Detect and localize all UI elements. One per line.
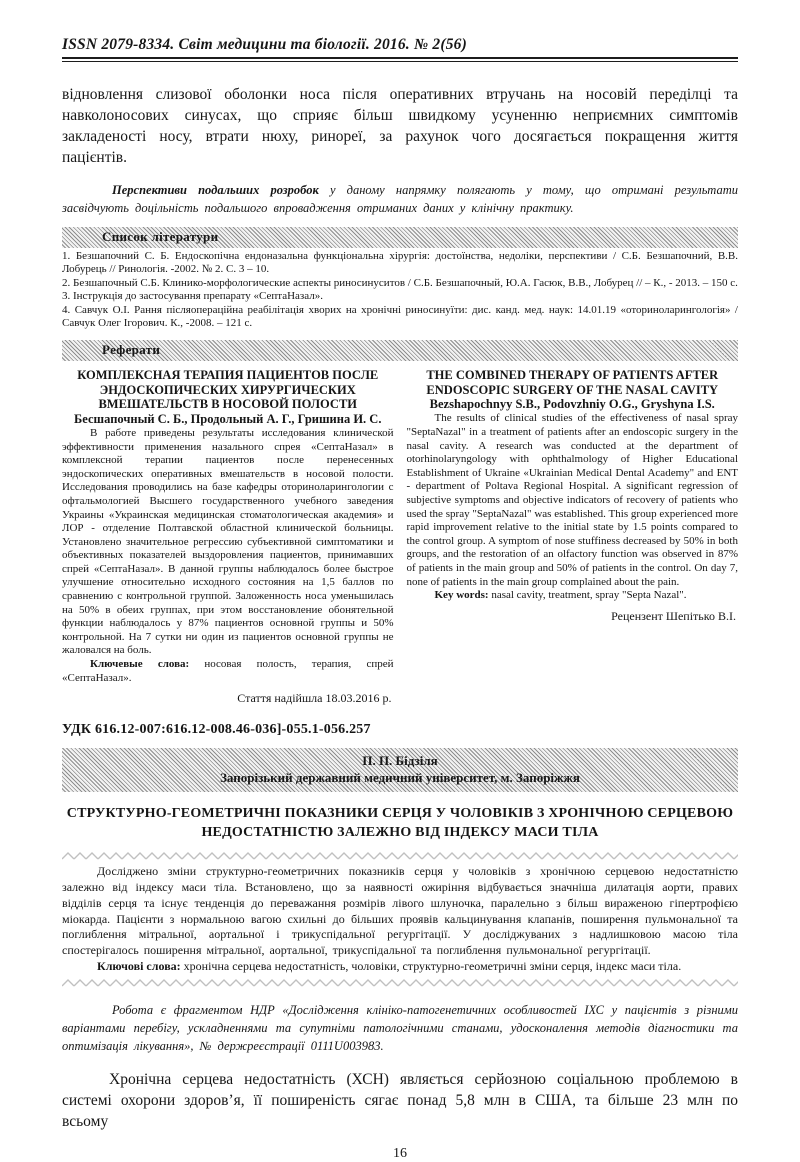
abstract-en-keywords-label: Key words: (434, 589, 489, 602)
abstract-ru-authors: Бесшапочный С. Б., Продольный А. Г., Гришина И. С. (74, 411, 382, 426)
article-abstract-block (62, 864, 738, 975)
zigzag-divider-top (62, 852, 738, 860)
ndr-note: Робота є фрагментом НДР «Дослідження клініко-патогенетичних особливостей ІХС у пацієнтів з різними варіантами перебігу, ускладненнями та супутніми патологічними станами, удосконалення методів діагностики та оптимізація лікування», № держреєстрації 0111U003983. (62, 1002, 738, 1053)
article-keywords-label: Ключові слова: (97, 959, 181, 973)
reference-item: 4. Савчук О.І. Рання післяопераційна реабілітація хворих на хронічні риносинуїти: дис. канд. мед. наук: 14.01.19 «оториноларингологія» / Савчук Олег Ігорович. К., -2008. – 121 с. (62, 303, 738, 330)
perspectives-label: Перспективи подальших розробок (112, 183, 319, 197)
zigzag-divider-bottom (62, 979, 738, 987)
abstract-ru-text: В работе приведены результаты исследования клинической эффективности применения назального спрея «СептаНазал» в комплексной терапии пациентов после перенесенных эндоскопических оперативных вмешательств в носовой полости. Исследования проводились на базе кафедры оториноларингологии с офтальмологией Высшего государственного учебного заведения Украины «Украинская медицинская стоматологическая академия» и ЛОР - отделение Полтавской областной клинической больницы. Установлено значительное регрессию субъективной симптоматики и объективных показателей выздоровления пациентов, принимавших спрей «СептаНазал». В данной группы наблюдалось более быстрое улучшение относительно исходного состояния на 1,5 баллов по сравнению с контрольной группой. Заложенность носа уменьшилась на 50% в обеих группах, при этом восстановление обонятельной функции наблюдалось у 87% пациентов основной группы и 50% контрольной. На 7 сутки ни один из пациентов основной группы не жаловался на боль. (62, 426, 394, 657)
abstract-en-title: THE COMBINED THERAPY OF PATIENTS AFTER ENDOSCOPIC SURGERY OF THE NASAL CAVITY (426, 368, 719, 397)
abstract-en-authors: Bezshapochnyy S.B., Podovzhniy O.G., Gryshyna I.S. (429, 397, 715, 412)
reference-item: 3. Інструкція до застосування препарату «СептаНазал». (62, 290, 323, 303)
article-body-start: Хронічна серцева недостатність (ХСН) являється серйозною соціальною проблемою в системі охорони здоров’я, її поширеність сягає понад 5,8 млн в США, та більше 23 млн по всьому (62, 1070, 738, 1130)
abstracts-columns (62, 368, 738, 706)
abstracts-section-header: Реферати (62, 340, 738, 361)
perspectives-paragraph (62, 181, 738, 217)
perspectives-text: у даному напрямку полягають у тому, що отримані результати засвідчують доцільність подальшого впровадження отриманих даних у клінічну практику. (62, 183, 738, 215)
author-name: П. П. Бідзіля (362, 753, 438, 769)
page-header (62, 36, 738, 62)
reference-item: 2. Безшапочный С.Б. Клинико-морфологические аспекты риносинуситов / С.Б. Безшапочный, Ю.А. Гасюк, В.В., Лобурец // – К., - 2013. – 150 с. (62, 276, 738, 289)
continuation-paragraph: відновлення слизової оболонки носа після оперативних втручань на носовій переділці та навколоносових синусах, що сприяє більш швидкому усуненню неприємних симптомів закладеності носу, втрати нюху, ринореї, за рахунок чого досягається покращення життя пацієнтів. (62, 86, 738, 166)
article-title: СТРУКТУРНО-ГЕОМЕТРИЧНІ ПОКАЗНИКИ СЕРЦЯ У ЧОЛОВІКІВ З ХРОНІЧНОЮ СЕРЦЕВОЮ НЕДОСТАТНІСТЮ ЗАЛЕЖНО ВІД ІНДЕКСУ МАСИ ТІЛА (66, 806, 734, 841)
article-keywords-text: хронічна серцева недостатність, чоловіки, структурно-геометричні зміни серця, індекс маси тіла. (180, 959, 682, 973)
abstract-ru-keywords-label: Ключевые слова: (90, 658, 190, 671)
reference-item: 1. Безшапочний С. Б. Ендоскопічна ендоназальна функціональна хірургія: достоїнства, недоліки, перспективи / С.Б. Безшапочний, В.В. Лобурець // Ринологія. -2002. № 2. С. 3 – 10. (62, 250, 738, 276)
article-keywords (62, 959, 738, 975)
journal-issn-line: ISSN 2079-8334. Світ медицини та біології. 2016. № 2(56) (62, 36, 467, 53)
author-banner (62, 748, 738, 792)
references-list (62, 250, 738, 330)
abstract-en-keywords-text: nasal cavity, treatment, spray "Septa Nazal". (488, 589, 687, 602)
article-abstract: Досліджено зміни структурно-геометричних показників серця у чоловіків з хронічною серцевою недостатністю залежно від індексу маси тіла. Встановлено, що за наявності ожиріння відбувається значніша дилатація аорти, правих відділів серця та існує тенденція до переважання розмірів лівого шлуночка, паралельно з більш вираженою гіпертрофією міокарда. Пацієнти з нормальною вагою схильні до більших проявів кальцинування клапанів, поширення пульмональної та поглиблення мітральної, аортальної і трикуспідальної регургітації. У досліджуваних з надлишковою масою тіла спостерігалось поширення мітральної, аортальної, трикуспідальної та поглиблення пульмональної регургітації. (62, 864, 738, 958)
references-section-header: Список літератури (62, 227, 738, 248)
page-number: 16 (393, 1145, 407, 1161)
abstract-ru-keywords (62, 658, 394, 685)
article-received-date: Стаття надійшла 18.03.2016 р. (237, 691, 392, 706)
header-rule (62, 57, 738, 62)
abstract-ru-column (62, 368, 394, 706)
udk-code: УДК 616.12-007:616.12-008.46-036]-055.1-056.257 (62, 722, 371, 738)
reviewer-line: Рецензент Шепітько В.І. (611, 608, 736, 623)
abstract-en-text: The results of clinical studies of the effectiveness of nasal spray "SeptaNazal" in a treatment of patients after an endoscopic surgery in the nasal cavity. A research was conducted at the department of otorhinolaryngology with ophthalmology of Higher Educational Establishment of Ukraine «Ukrainian Medical Dental Academy" and ENT - department of Poltava Regional Hospital. A significant regression of subjective symptoms and objective indicators of recovery of patients who used the spray "SeptaNazal" was established. This group experienced more rapid improvement relative to the initial state by 1.5 points compared to the control group. A symptom of nose stuffiness decreased by 50% in both groups, and the restoration of an olfactory function was observed in 87% of patients in the main group and 50% of patients in the control. On day 7, none of patients in the main group complained about the pain. (406, 412, 738, 588)
abstract-ru-keywords-text: носовая полость, терапия, спрей «СептаНазал». (62, 658, 394, 684)
author-affiliation: Запорізький державний медичний університет, м. Запоріжжя (220, 770, 580, 786)
abstract-en-keywords (407, 589, 739, 603)
abstract-en-column (407, 368, 739, 706)
abstract-ru-title: КОМПЛЕКСНАЯ ТЕРАПИЯ ПАЦИЕНТОВ ПОСЛЕ ЭНДОСКОПИЧЕСКИХ ХИРУРГИЧЕСКИХ ВМЕШАТЕЛЬСТВ В НОСОВОЙ ПОЛОСТИ (77, 368, 379, 412)
